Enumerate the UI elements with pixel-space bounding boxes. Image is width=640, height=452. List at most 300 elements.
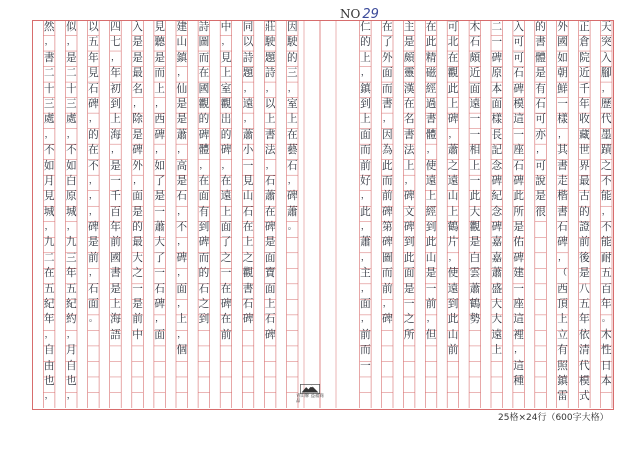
left-page-column-10 bbox=[87, 20, 99, 328]
handwritten-char: 上 bbox=[242, 236, 254, 249]
handwritten-char: 天 bbox=[601, 21, 612, 33]
handwritten-char: 一 bbox=[403, 298, 415, 311]
handwritten-char: 界 bbox=[579, 159, 590, 172]
handwritten-char: 蕭 bbox=[154, 221, 165, 234]
handwritten-char: 面 bbox=[382, 67, 393, 80]
handwritten-char: 代 bbox=[579, 359, 590, 372]
handwritten-char: 山 bbox=[242, 190, 254, 203]
handwritten-char: 詩 bbox=[264, 67, 276, 80]
handwritten-char: 千 bbox=[110, 190, 121, 203]
handwritten-char: 石 bbox=[88, 82, 99, 95]
handwritten-char: 長 bbox=[491, 128, 503, 141]
handwritten-char: 蕭 bbox=[360, 236, 371, 249]
right-page-column-9 bbox=[425, 20, 437, 343]
handwritten-char: 石 bbox=[287, 159, 298, 172]
handwritten-char: 歷 bbox=[601, 97, 612, 110]
handwritten-char: 模 bbox=[513, 97, 524, 110]
handwritten-char: 語 bbox=[110, 328, 121, 341]
handwritten-char: 而 bbox=[382, 82, 393, 95]
left-page-column-1 bbox=[286, 20, 298, 235]
handwritten-char: 年 bbox=[110, 67, 121, 80]
handwritten-char: 山 bbox=[447, 328, 459, 341]
handwritten-char: 此 bbox=[403, 251, 415, 264]
handwritten-char: 同 bbox=[242, 21, 254, 33]
handwritten-char: ， bbox=[536, 145, 546, 156]
handwritten-char: ， bbox=[44, 391, 54, 402]
handwritten-char: 石 bbox=[198, 282, 210, 295]
handwritten-char: 使 bbox=[447, 267, 459, 280]
handwritten-char: 三 bbox=[43, 97, 55, 110]
right-page-column-3 bbox=[557, 20, 569, 405]
handwritten-char: 碑 bbox=[491, 51, 503, 64]
handwritten-char: 上 bbox=[360, 113, 371, 126]
handwritten-char: 的 bbox=[535, 21, 546, 33]
handwritten-char: 上 bbox=[220, 67, 232, 80]
handwritten-char: 相 bbox=[469, 144, 481, 157]
handwritten-char: 法 bbox=[264, 144, 276, 157]
handwritten-char: 名 bbox=[132, 82, 143, 95]
handwritten-char: 在 bbox=[220, 282, 232, 295]
handwritten-char: 面 bbox=[491, 97, 503, 110]
handwritten-char: 年 bbox=[110, 221, 121, 234]
handwritten-char: 上 bbox=[154, 82, 165, 95]
handwritten-char: 很 bbox=[535, 205, 546, 218]
handwritten-char: 上 bbox=[110, 298, 121, 311]
handwritten-char: 。 bbox=[88, 314, 98, 325]
handwritten-char: 百 bbox=[110, 205, 121, 218]
handwritten-char: 一 bbox=[132, 282, 143, 295]
handwritten-char: 二 bbox=[43, 251, 55, 264]
handwritten-char: 自 bbox=[66, 359, 77, 372]
handwritten-char: 如 bbox=[154, 159, 165, 172]
handwritten-char: ， bbox=[221, 160, 231, 171]
handwritten-char: 面 bbox=[154, 328, 165, 341]
handwritten-char: ， bbox=[177, 206, 187, 217]
handwritten-char: 是 bbox=[176, 97, 188, 110]
handwritten-char: 小 bbox=[242, 144, 254, 157]
handwritten-char: 百 bbox=[601, 282, 612, 295]
handwritten-char: 在 bbox=[425, 21, 437, 33]
handwritten-char: 山 bbox=[176, 36, 188, 49]
handwritten-char: 石 bbox=[242, 298, 254, 311]
handwritten-char: 是 bbox=[579, 267, 590, 280]
handwritten-char: 代 bbox=[601, 113, 612, 126]
handwritten-char: 是 bbox=[403, 282, 415, 295]
handwritten-char: ， bbox=[360, 314, 370, 325]
handwritten-char: 有 bbox=[535, 82, 546, 95]
handwritten-char: 自 bbox=[43, 344, 55, 357]
handwritten-char: 不 bbox=[601, 174, 612, 187]
handwritten-char: 遠 bbox=[220, 190, 232, 203]
handwritten-char: 碑 bbox=[382, 205, 393, 218]
handwritten-char: 到 bbox=[403, 236, 415, 249]
logo-caption: 青山牌 益福商品 bbox=[296, 394, 324, 404]
handwritten-char: 白 bbox=[66, 174, 77, 187]
handwritten-char: 二 bbox=[66, 67, 77, 80]
handwritten-char: 海 bbox=[110, 128, 121, 141]
handwritten-char: 是 bbox=[132, 36, 143, 49]
handwritten-char: 有 bbox=[198, 205, 210, 218]
handwritten-char: 亦 bbox=[535, 128, 546, 141]
handwritten-char: 一 bbox=[242, 159, 254, 172]
handwritten-char: 可 bbox=[535, 159, 546, 172]
handwritten-char: 七 bbox=[110, 36, 121, 49]
handwritten-char: 題 bbox=[242, 67, 254, 80]
handwritten-char: 面 bbox=[88, 298, 99, 311]
handwritten-char: 遠 bbox=[491, 328, 503, 341]
handwritten-char: 出 bbox=[220, 113, 232, 126]
handwritten-char: 性 bbox=[601, 344, 612, 357]
handwritten-char: 此 bbox=[425, 236, 437, 249]
handwritten-char: 而 bbox=[360, 344, 371, 357]
handwritten-char: 四 bbox=[110, 21, 121, 33]
handwritten-char: 蕭 bbox=[469, 282, 481, 295]
handwritten-char: ， bbox=[88, 114, 98, 125]
handwritten-char: 面 bbox=[264, 282, 276, 295]
handwritten-char: 上 bbox=[220, 205, 232, 218]
handwritten-char: 是 bbox=[154, 51, 165, 64]
handwritten-char: ， bbox=[177, 329, 187, 340]
handwritten-char: ， bbox=[243, 83, 253, 94]
handwritten-char: 蕭 bbox=[491, 267, 503, 280]
handwritten-char: 的 bbox=[360, 36, 371, 49]
handwritten-char: 是 bbox=[176, 113, 188, 126]
left-page-column-4 bbox=[220, 20, 232, 343]
grid-spec-footer: 25格×24行（600字大格） bbox=[498, 413, 609, 423]
handwritten-char: 建 bbox=[513, 267, 524, 280]
handwritten-char: 到 bbox=[110, 97, 121, 110]
handwritten-char: 念 bbox=[491, 159, 503, 172]
handwritten-char: 上 bbox=[447, 97, 459, 110]
handwritten-char: ， bbox=[360, 68, 370, 79]
handwritten-char: 山 bbox=[447, 190, 459, 203]
handwritten-char: 的 bbox=[579, 205, 590, 218]
handwritten-char: 一 bbox=[557, 97, 568, 110]
handwritten-char: 碑 bbox=[220, 144, 232, 157]
handwritten-char: 可 bbox=[513, 51, 524, 64]
handwritten-char: 碑 bbox=[154, 298, 165, 311]
handwritten-char: ， bbox=[243, 114, 253, 125]
handwritten-char: 說 bbox=[535, 174, 546, 187]
handwritten-char: 前 bbox=[360, 328, 371, 341]
handwritten-char: 面 bbox=[403, 267, 415, 280]
handwritten-char: 石 bbox=[557, 221, 568, 234]
publisher-logo bbox=[296, 384, 324, 404]
handwritten-char: 之 bbox=[198, 298, 210, 311]
handwritten-char: 是 bbox=[264, 236, 276, 249]
handwritten-char: 念 bbox=[491, 205, 503, 218]
handwritten-char: 使 bbox=[425, 159, 437, 172]
handwritten-char: 原 bbox=[491, 67, 503, 80]
handwritten-char: 院 bbox=[579, 51, 590, 64]
left-page-column-6 bbox=[176, 20, 188, 359]
handwritten-char: 見 bbox=[154, 21, 165, 33]
handwritten-char: 年 bbox=[43, 313, 55, 326]
left-page-column-9 bbox=[110, 20, 122, 343]
handwritten-char: 遠 bbox=[447, 282, 459, 295]
handwritten-char: 前 bbox=[447, 344, 459, 357]
handwritten-char: 碑 bbox=[403, 221, 415, 234]
handwritten-char: 大 bbox=[154, 236, 165, 249]
handwritten-char: 石 bbox=[242, 205, 254, 218]
handwritten-char: 所 bbox=[513, 205, 524, 218]
handwritten-char: 是 bbox=[66, 51, 77, 64]
handwritten-char: ， bbox=[44, 37, 54, 48]
handwritten-char: 最 bbox=[579, 174, 590, 187]
handwritten-char: 聽 bbox=[154, 36, 165, 49]
handwritten-char: 石 bbox=[264, 313, 276, 326]
handwritten-char: 前 bbox=[382, 282, 393, 295]
handwritten-char: 碑 bbox=[264, 328, 276, 341]
handwritten-char: 碑 bbox=[382, 236, 393, 249]
handwritten-char: 之 bbox=[132, 267, 143, 280]
handwritten-char: 法 bbox=[403, 144, 415, 157]
handwritten-char: 見 bbox=[242, 174, 254, 187]
handwritten-char: ， bbox=[404, 175, 414, 186]
handwritten-char: 文 bbox=[403, 205, 415, 218]
handwritten-char: 面 bbox=[469, 82, 481, 95]
handwritten-char: 本 bbox=[601, 374, 612, 387]
handwritten-char: 蕭 bbox=[176, 128, 188, 141]
handwritten-char: ， bbox=[360, 252, 370, 263]
handwritten-char: 五 bbox=[43, 282, 55, 295]
handwritten-char: 入 bbox=[132, 21, 143, 33]
handwritten-char: 見 bbox=[43, 190, 55, 203]
handwritten-char: 五 bbox=[601, 267, 612, 280]
handwritten-char: 上 bbox=[469, 159, 481, 172]
handwritten-char: ， bbox=[66, 329, 76, 340]
handwritten-char: 碑 bbox=[88, 97, 99, 110]
handwritten-char: 了 bbox=[220, 236, 232, 249]
handwritten-char: ， bbox=[221, 37, 231, 48]
handwritten-char: 面 bbox=[220, 221, 232, 234]
handwritten-char: 片 bbox=[447, 236, 459, 249]
handwritten-char: ， bbox=[265, 160, 275, 171]
handwritten-char: 。 bbox=[601, 314, 611, 325]
handwritten-char: 到 bbox=[198, 221, 210, 234]
handwritten-char: 世 bbox=[579, 144, 590, 157]
handwritten-char: 此 bbox=[382, 159, 393, 172]
handwritten-char: 頗 bbox=[469, 51, 481, 64]
handwritten-char: 立 bbox=[557, 328, 568, 341]
handwritten-char: 上 bbox=[491, 344, 503, 357]
handwritten-char: 面 bbox=[176, 282, 188, 295]
handwritten-char: 座 bbox=[513, 298, 524, 311]
handwritten-char: ， bbox=[360, 283, 370, 294]
handwritten-char: 年 bbox=[579, 313, 590, 326]
handwritten-char: 觀 bbox=[198, 97, 210, 110]
handwritten-char: 照 bbox=[557, 359, 568, 372]
handwritten-char: 大 bbox=[469, 205, 481, 218]
handwritten-char: ， bbox=[287, 175, 297, 186]
handwritten-char: 盛 bbox=[491, 282, 503, 295]
handwritten-char: 不 bbox=[176, 221, 188, 234]
handwritten-char: 也 bbox=[43, 374, 55, 387]
handwritten-char: ， bbox=[177, 299, 187, 310]
handwritten-char: 面 bbox=[360, 128, 371, 141]
handwritten-char: 這 bbox=[513, 113, 524, 126]
handwritten-char: 碑 bbox=[220, 298, 232, 311]
handwritten-char: 碑 bbox=[287, 190, 298, 203]
handwritten-char: 中 bbox=[132, 328, 143, 341]
handwritten-char: 此 bbox=[447, 82, 459, 95]
handwritten-char: 在 bbox=[198, 174, 210, 187]
handwritten-char: 體 bbox=[425, 128, 437, 141]
handwritten-char: 而 bbox=[154, 67, 165, 80]
handwritten-char: 一 bbox=[110, 174, 121, 187]
handwritten-char: 一 bbox=[154, 205, 165, 218]
handwritten-char: 倉 bbox=[579, 36, 590, 49]
handwritten-char: 是 bbox=[469, 236, 481, 249]
handwritten-char: 經 bbox=[425, 82, 437, 95]
handwritten-char: 鎮 bbox=[360, 82, 371, 95]
handwritten-char: 三 bbox=[66, 251, 77, 264]
handwritten-char: 上 bbox=[287, 113, 298, 126]
handwritten-char: 最 bbox=[132, 67, 143, 80]
handwritten-char: 是 bbox=[154, 190, 165, 203]
handwritten-char: 是 bbox=[132, 205, 143, 218]
handwritten-char: ， bbox=[155, 314, 165, 325]
handwritten-char: 面 bbox=[132, 190, 143, 203]
handwritten-char: 而 bbox=[382, 174, 393, 187]
handwritten-char: 五 bbox=[88, 36, 99, 49]
handwritten-char: 五 bbox=[66, 282, 77, 295]
handwritten-char: 鶴 bbox=[447, 221, 459, 234]
handwritten-char: 石 bbox=[264, 174, 276, 187]
handwritten-char: 上 bbox=[425, 190, 437, 203]
handwritten-char: 上 bbox=[264, 113, 276, 126]
left-page-column-8 bbox=[132, 20, 144, 343]
handwritten-char: 在 bbox=[264, 205, 276, 218]
handwritten-char: 碑 bbox=[557, 236, 568, 249]
handwritten-char: 藝 bbox=[287, 144, 298, 157]
handwritten-char: 清 bbox=[579, 344, 590, 357]
handwritten-char: 在 bbox=[242, 221, 254, 234]
handwritten-char: 如 bbox=[43, 159, 55, 172]
handwritten-char: 一 bbox=[469, 113, 481, 126]
handwritten-char: 之 bbox=[220, 251, 232, 264]
handwritten-char: 由 bbox=[43, 359, 55, 372]
handwritten-char: ， bbox=[601, 206, 611, 217]
handwritten-char: 遠 bbox=[469, 97, 481, 110]
handwritten-char: 樣 bbox=[491, 113, 503, 126]
handwritten-char: 月 bbox=[66, 344, 77, 357]
handwritten-char: 可 bbox=[447, 21, 459, 33]
handwritten-char: 楷 bbox=[557, 190, 568, 203]
handwritten-char: 題 bbox=[264, 51, 276, 64]
handwritten-char: 書 bbox=[43, 51, 55, 64]
handwritten-char: 的 bbox=[132, 221, 143, 234]
handwritten-char: ， bbox=[110, 52, 120, 63]
handwritten-char: 此 bbox=[469, 190, 481, 203]
handwritten-char: 是 bbox=[425, 267, 437, 280]
handwritten-char: 年 bbox=[579, 97, 590, 110]
handwritten-char: ， bbox=[199, 160, 209, 171]
handwritten-char: 走 bbox=[557, 174, 568, 187]
handwritten-char: 但 bbox=[425, 328, 437, 341]
handwritten-char: 腳 bbox=[601, 67, 612, 80]
handwritten-char: 遠 bbox=[242, 97, 254, 110]
handwritten-char: ， bbox=[66, 391, 76, 402]
handwritten-char: 朝 bbox=[557, 67, 568, 80]
handwritten-char: 詩 bbox=[242, 51, 254, 64]
right-page-column-4 bbox=[535, 20, 547, 220]
left-page-column-12 bbox=[43, 20, 55, 405]
handwritten-char: 前 bbox=[579, 236, 590, 249]
handwritten-char: 嘉 bbox=[491, 236, 503, 249]
handwritten-char: 雷 bbox=[557, 390, 568, 403]
handwritten-char: 而 bbox=[198, 51, 210, 64]
handwritten-char: ， bbox=[601, 83, 611, 94]
handwritten-char: ， bbox=[360, 191, 370, 202]
handwritten-char: 是 bbox=[110, 282, 121, 295]
handwritten-char: 木 bbox=[469, 21, 481, 33]
handwritten-char: 是 bbox=[176, 174, 188, 187]
handwritten-char: 處 bbox=[43, 113, 55, 126]
left-page-column-5 bbox=[198, 20, 210, 328]
left-page-column-7 bbox=[154, 20, 166, 343]
handwritten-char: ， bbox=[44, 329, 54, 340]
handwritten-char: 碑 bbox=[491, 221, 503, 234]
handwritten-char: 個 bbox=[176, 344, 188, 357]
handwritten-char: 之 bbox=[447, 159, 459, 172]
handwritten-char: 三 bbox=[287, 67, 298, 80]
handwritten-char: 體 bbox=[198, 144, 210, 157]
handwritten-char: 到 bbox=[360, 97, 371, 110]
handwritten-char: 而 bbox=[382, 267, 393, 280]
handwritten-char: 後 bbox=[579, 251, 590, 264]
handwritten-char: 年 bbox=[88, 51, 99, 64]
handwritten-char: ， bbox=[177, 237, 187, 248]
left-page-column-3 bbox=[242, 20, 254, 328]
handwritten-char: 可 bbox=[535, 113, 546, 126]
handwritten-char: 突 bbox=[601, 36, 612, 49]
handwritten-char: 之 bbox=[242, 251, 254, 264]
handwritten-char: 然 bbox=[43, 21, 55, 33]
handwritten-char: 駛 bbox=[264, 36, 276, 49]
handwritten-char: 依 bbox=[579, 328, 590, 341]
handwritten-char: 圖 bbox=[382, 251, 393, 264]
right-page-column-6 bbox=[491, 20, 503, 359]
handwritten-char: 紀 bbox=[43, 298, 55, 311]
handwritten-char: 原 bbox=[66, 190, 77, 203]
handwritten-char: 一 bbox=[513, 282, 524, 295]
handwritten-char: 前 bbox=[382, 190, 393, 203]
handwritten-char: 年 bbox=[601, 298, 612, 311]
handwritten-char: 墨 bbox=[601, 128, 612, 141]
handwritten-char: 室 bbox=[220, 82, 232, 95]
handwritten-char: 蹟 bbox=[601, 144, 612, 157]
handwritten-char: 可 bbox=[513, 36, 524, 49]
handwritten-char: 蕭 bbox=[287, 205, 298, 218]
handwritten-char: ， bbox=[66, 129, 76, 140]
handwritten-char: 佑 bbox=[513, 236, 524, 249]
handwritten-char: 的 bbox=[287, 51, 298, 64]
handwritten-char: （ bbox=[557, 268, 567, 279]
handwritten-char: 外 bbox=[382, 51, 393, 64]
handwritten-char: 證 bbox=[579, 221, 590, 234]
handwritten-char: 第 bbox=[382, 221, 393, 234]
handwritten-char: ， bbox=[382, 299, 392, 310]
handwritten-char: 主 bbox=[403, 21, 415, 33]
handwritten-char: ， bbox=[44, 222, 54, 233]
handwritten-char: 名 bbox=[403, 113, 415, 126]
handwritten-char: 如 bbox=[557, 51, 568, 64]
handwritten-char: 大 bbox=[491, 313, 503, 326]
handwritten-char: 五 bbox=[579, 298, 590, 311]
handwritten-char: 國 bbox=[557, 36, 568, 49]
handwritten-char: 以 bbox=[88, 21, 99, 33]
